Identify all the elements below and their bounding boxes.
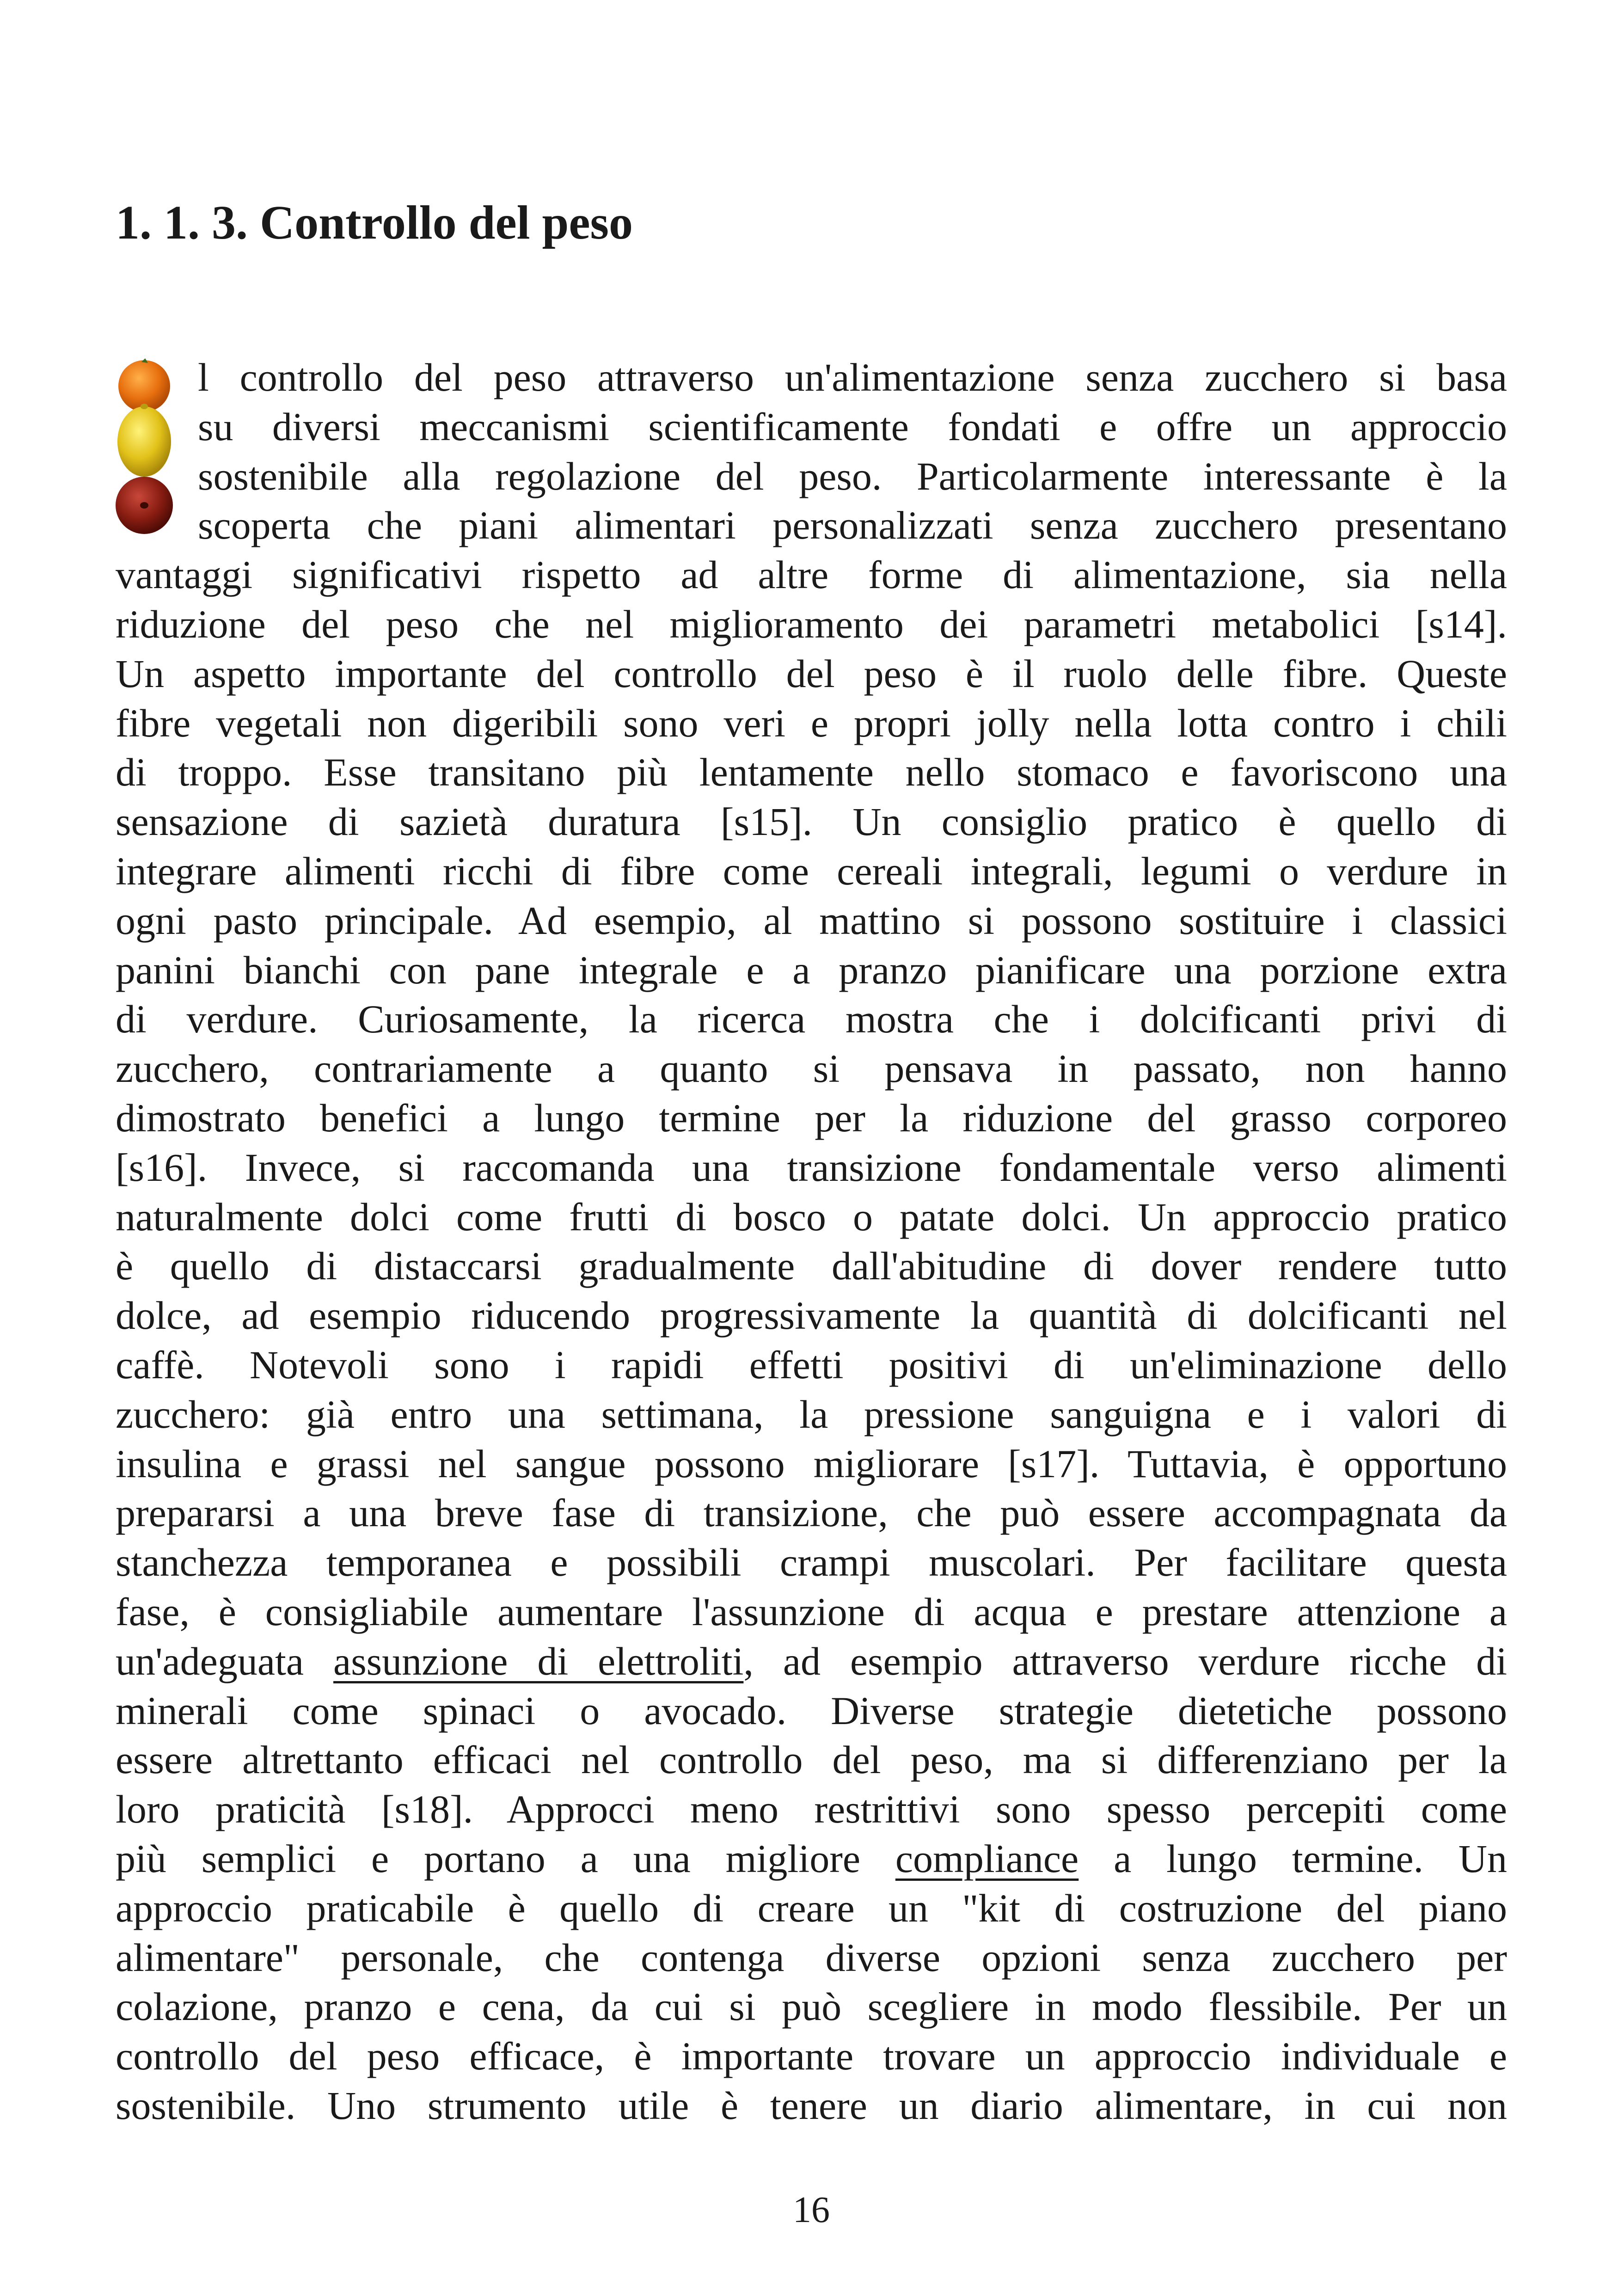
text-line: ogni pasto principale. Ad esempio, al mattino si possono sostituire i classici — [116, 898, 1507, 943]
page-number: 16 — [793, 2190, 830, 2230]
text-line: zucchero, contrariamente a quanto si pensava in passato, non hanno — [116, 1046, 1507, 1091]
text-line: stanchezza temporanea e possibili crampi muscolari. Per facilitare questa — [116, 1540, 1507, 1585]
dropcap-fruit-letter — [116, 358, 185, 543]
text-line: è quello di distaccarsi gradualmente dall'abitudine di dover rendere tutto — [116, 1244, 1507, 1289]
text-line — [116, 1834, 1507, 1884]
glossary-link-compliance[interactable]: compliance — [895, 1836, 1079, 1881]
text-line: dolce, ad esempio riducendo progressivamente la quantità di dolcificanti nel — [116, 1293, 1507, 1338]
text-fragment: a lungo termine. Un — [1079, 1836, 1507, 1881]
text-fragment: più semplici e portano a una migliore — [116, 1836, 895, 1881]
text-line: riduzione del peso che nel miglioramento dei parametri metabolici [s14]. — [116, 602, 1507, 646]
text-line: insulina e grassi nel sangue possono migliorare [s17]. Tuttavia, è opportuno — [116, 1441, 1507, 1486]
fruit-stack-icon — [116, 358, 185, 543]
text-line: approccio praticabile è quello di creare un "kit di costruzione del piano — [116, 1885, 1507, 1930]
text-line: prepararsi a una breve fase di transizione, che può essere accompagnata da — [116, 1491, 1507, 1535]
text-line: caffè. Notevoli sono i rapidi effetti positivi di un'eliminazione dello — [116, 1342, 1507, 1387]
text-line: l controllo del peso attraverso un'alimentazione senza zucchero si basa — [198, 355, 1507, 399]
text-line: minerali come spinaci o avocado. Diverse strategie dietetiche possono — [116, 1688, 1507, 1733]
text-line: fibre vegetali non digeribili sono veri e propri jolly nella lotta contro i chili — [116, 700, 1507, 745]
text-line: alimentare" personale, che contenga diverse opzioni senza zucchero per — [116, 1935, 1507, 1980]
text-line: fase, è consigliabile aumentare l'assunzione di acqua e prestare attenzione a — [116, 1589, 1507, 1634]
section-title: 1. 1. 3. Controllo del peso — [116, 196, 633, 249]
text-line: [s16]. Invece, si raccomanda una transizione fondamentale verso alimenti — [116, 1145, 1507, 1190]
lemon-icon — [117, 404, 171, 477]
text-line: sensazione di sazietà duratura [s15]. Un consiglio pratico è quello di — [116, 799, 1507, 844]
text-line: controllo del peso efficace, è importante trovare un approccio individuale e — [116, 2034, 1507, 2079]
text-line: loro praticità [s18]. Approcci meno restrittivi sono spesso percepiti come — [116, 1787, 1507, 1832]
text-line: scoperta che piani alimentari personalizzati senza zucchero presentano — [198, 503, 1507, 548]
text-line: sostenibile. Uno strumento utile è tenere un diario alimentare, in cui non — [116, 2083, 1507, 2128]
text-line: panini bianchi con pane integrale e a pranzo pianificare una porzione extra — [116, 947, 1507, 992]
text-line: naturalmente dolci come frutti di bosco o patate dolci. Un approccio pratico — [116, 1194, 1507, 1239]
text-line: sostenibile alla regolazione del peso. Particolarmente interessante è la — [198, 454, 1507, 498]
text-fragment: , ad esempio attraverso verdure ricche di — [743, 1639, 1507, 1683]
text-line: dimostrato benefici a lungo termine per la riduzione del grasso corporeo — [116, 1095, 1507, 1140]
text-line: su diversi meccanismi scientificamente fondati e offre un approccio — [198, 404, 1507, 449]
document-page — [116, 0, 1507, 2296]
apple-icon — [116, 477, 173, 534]
text-line: vantaggi significativi rispetto ad altre forme di alimentazione, sia nella — [116, 553, 1507, 597]
text-fragment: un'adeguata — [116, 1639, 334, 1683]
text-line: essere altrettanto efficaci nel controllo del peso, ma si differenziano per la — [116, 1737, 1507, 1782]
text-line: di verdure. Curiosamente, la ricerca mostra che i dolcificanti privi di — [116, 997, 1507, 1042]
text-line: zucchero: già entro una settimana, la pressione sanguigna e i valori di — [116, 1392, 1507, 1437]
text-line — [116, 1637, 1507, 1686]
text-line: Un aspetto importante del controllo del peso è il ruolo delle fibre. Queste — [116, 651, 1507, 696]
body-paragraph — [116, 353, 1507, 2130]
glossary-link-elettroliti[interactable]: assunzione di elettroliti — [333, 1639, 744, 1683]
text-line: integrare alimenti ricchi di fibre come cereali integrali, legumi o verdure in — [116, 848, 1507, 893]
text-line: di troppo. Esse transitano più lentamente nello stomaco e favoriscono una — [116, 750, 1507, 795]
text-line: colazione, pranzo e cena, da cui si può scegliere in modo flessibile. Per un — [116, 1984, 1507, 2029]
